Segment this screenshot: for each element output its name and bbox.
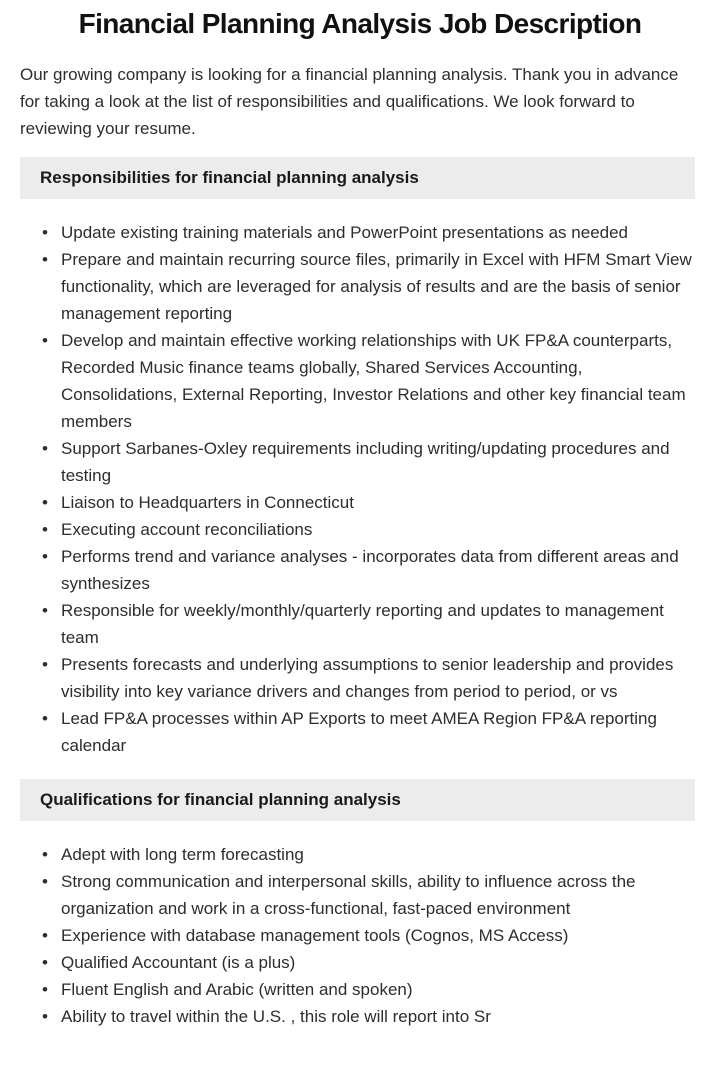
list-item: • Support Sarbanes-Oxley requirements including writing/updating procedures and testing	[61, 435, 702, 489]
list-item: • Responsible for weekly/monthly/quarterly reporting and updates to management team	[61, 597, 702, 651]
list-item: • Liaison to Headquarters in Connecticut	[61, 489, 702, 516]
list-item: • Adept with long term forecasting	[61, 841, 702, 868]
section-responsibilities	[0, 157, 720, 759]
list-item: • Executing account reconciliations	[61, 516, 702, 543]
list-item: • Qualified Accountant (is a plus)	[61, 949, 702, 976]
list-item: • Lead FP&A processes within AP Exports to meet AMEA Region FP&A reporting calendar	[61, 705, 702, 759]
list-item: • Experience with database management tools (Cognos, MS Access)	[61, 922, 702, 949]
list-item: • Ability to travel within the U.S. , this role will report into Sr	[61, 1003, 702, 1030]
qualifications-list	[0, 841, 720, 1030]
intro-paragraph: Our growing company is looking for a financial planning analysis. Thank you in advance for taking a look at the list of responsibilities and qualifications. We look forward to reviewing your resume.	[20, 65, 679, 138]
list-item: • Develop and maintain effective working relationships with UK FP&A counterparts, Recorded Music finance teams globally, Shared Services Accounting, Consolidations, External Reporting, Investor Relations and other key financial team members	[61, 327, 702, 435]
responsibilities-list	[0, 219, 720, 759]
list-item: • Presents forecasts and underlying assumptions to senior leadership and provides visibility into key variance drivers and changes from period to period, or vs	[61, 651, 702, 705]
list-item: • Strong communication and interpersonal skills, ability to influence across the organization and work in a cross-functional, fast-paced environment	[61, 868, 702, 922]
list-item: • Update existing training materials and PowerPoint presentations as needed	[61, 219, 702, 246]
list-item: • Performs trend and variance analyses - incorporates data from different areas and synthesizes	[61, 543, 702, 597]
page-title: Financial Planning Analysis Job Description	[78, 8, 642, 39]
list-item: • Prepare and maintain recurring source files, primarily in Excel with HFM Smart View functionality, which are leveraged for analysis of results and are the basis of senior management reporting	[61, 246, 702, 327]
section-heading-responsibilities: Responsibilities for financial planning analysis	[20, 157, 695, 199]
section-heading-qualifications: Qualifications for financial planning analysis	[20, 779, 695, 821]
list-item: • Fluent English and Arabic (written and spoken)	[61, 976, 702, 1003]
section-qualifications	[0, 779, 720, 1030]
